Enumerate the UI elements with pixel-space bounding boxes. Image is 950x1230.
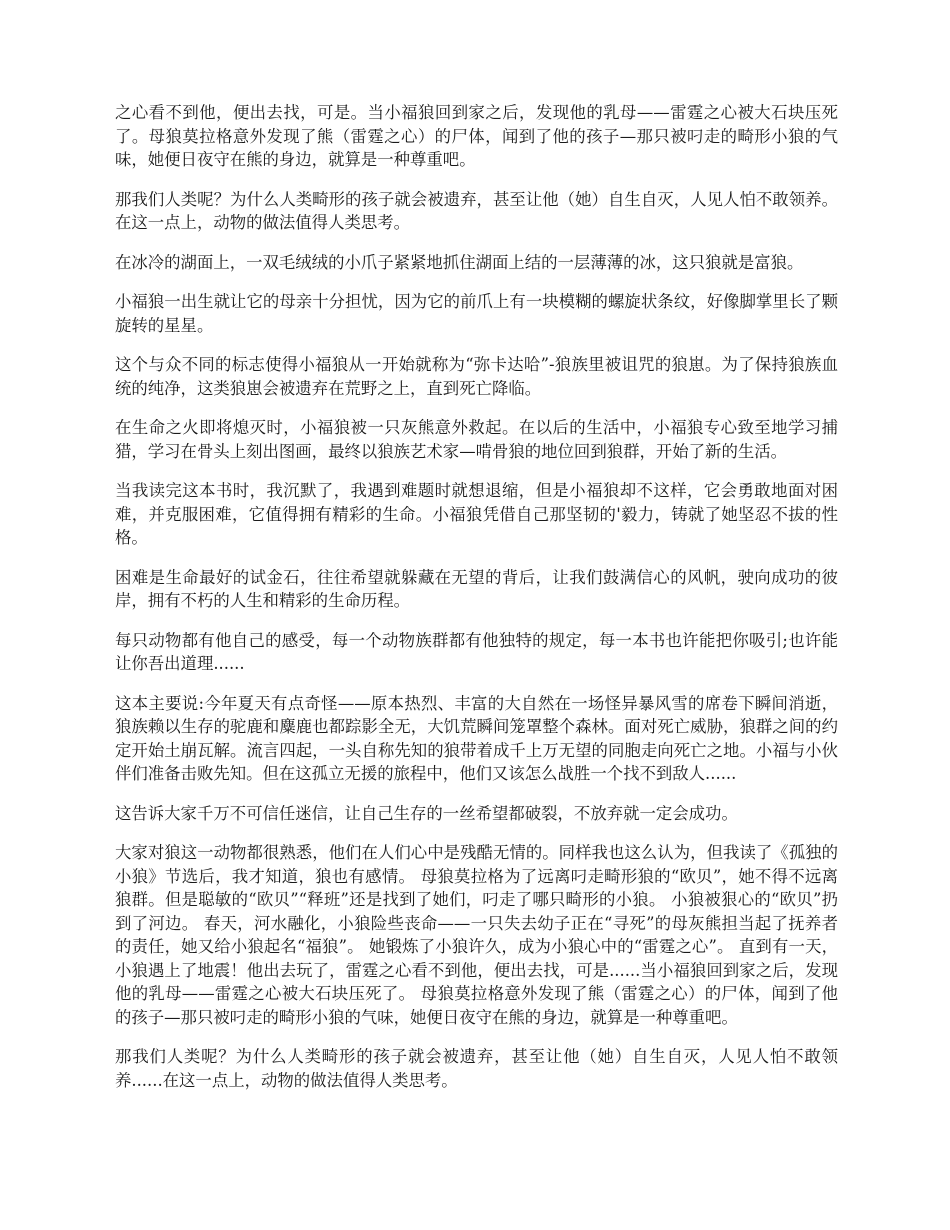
paragraph-6: 在生命之火即将熄灭时，小福狼被一只灰熊意外救起。在以后的生活中，小福狼专心致至地学习捕猎，学习在骨头上刻出图画，最终以狼族艺术家—啃骨狼的地位回到狼群，开始了新的生活。 [115,418,838,461]
paragraph-7: 当我读完这本书时，我沉默了，我遇到难题时就想退缩，但是小福狼却不这样，它会勇敢地面对困难，并克服困难，它值得拥有精彩的生命。小福狼凭借自己那坚韧的'毅力，铸就了她坚忍不拔的性格。 [115,481,838,547]
paragraph-2: 那我们人类呢？为什么人类畸形的孩子就会被遗弃，甚至让他（她）自生自灭，人见人怕不敢领养。在这一点上，动物的做法值得人类思考。 [115,189,838,232]
paragraph-1: 之心看不到他，便出去找，可是。当小福狼回到家之后，发现他的乳母——雷霆之心被大石块压死了。母狼莫拉格意外发现了熊（雷霆之心）的尸体，闻到了他的孩子—那只被叼走的畸形小狼的气味，她便日夜守在熊的身边，就算是一种尊重吧。 [115,103,838,169]
paragraph-10: 这本主要说:今年夏天有点奇怪——原本热烈、丰富的大自然在一场怪异暴风雪的席卷下瞬间消逝，狼族赖以生存的驼鹿和麋鹿也都踪影全无，大饥荒瞬间笼罩整个森林。面对死亡威胁，狼群之间的约定开始土崩瓦解。流言四起，一头自称先知的狼带着成千上万无望的同胞走向死亡之地。小福与小伙伴们准备击败先知。但在这孤立无援的旅程中，他们又该怎么战胜一个找不到敌人...... [115,693,838,783]
paragraph-13: 那我们人类呢？为什么人类畸形的孩子就会被遗弃，甚至让他（她）自生自灭，人见人怕不敢领养......在这一点上，动物的做法值得人类思考。 [115,1047,838,1090]
paragraph-11: 这告诉大家千万不可信任迷信，让自己生存的一丝希望都破裂，不放弃就一定会成功。 [115,803,738,823]
paragraph-12: 大家对狼这一动物都很熟悉，他们在人们心中是残酷无情的。同样我也这么认为，但我读了《孤独的小狼》节选后，我才知道，狼也有感情。 母狼莫拉格为了远离叼走畸形狼的“欧贝”，她不得不远离狼群。但是聪敏的“欧贝”“释班”还是找到了她们，叼走了哪只畸形的小狼。 小狼被狠心的“欧贝”扔到了河边。 春天，河水融化，小狼险些丧命——一只失去幼子正在“寻死”的母灰熊担当起了抚养者的责任，她又给小狼起名“福狼”。 她锻炼了小狼许久，成为小狼心中的“雷霆之心”。 直到有一天，小狼遇上了地震！他出去玩了，雷霆之心看不到他，便出去找，可是......当小福狼回到家之后，发现他的乳母——雷霆之心被大石块压死了。 母狼莫拉格意外发现了熊（雷霆之心）的尸体，闻到了他的孩子—那只被叼走的畸形小狼的气味，她便日夜守在熊的身边，就算是一种尊重吧。 [115,843,838,1027]
paragraph-5: 这个与众不同的标志使得小福狼从一开始就称为“弥卡达哈”-狼族里被诅咒的狼崽。为了保持狼族血统的纯净，这类狼崽会被遗弃在荒野之上，直到死亡降临。 [115,355,838,398]
paragraph-4: 小福狼一出生就让它的母亲十分担忧，因为它的前爪上有一块模糊的螺旋状条纹，好像脚掌里长了颗旋转的星星。 [115,292,838,335]
document-body [115,101,838,1108]
paragraph-9: 每只动物都有他自己的感受，每一个动物族群都有他独特的规定，每一本书也许能把你吸引;也许能让你吾出道理...... [115,630,838,673]
paragraph-8: 困难是生命最好的试金石，往往希望就躲藏在无望的背后，让我们鼓满信心的风帆，驶向成功的彼岸，拥有不朽的人生和精彩的生命历程。 [115,567,838,610]
paragraph-3: 在冰冷的湖面上，一双毛绒绒的小爪子紧紧地抓住湖面上结的一层薄薄的冰，这只狼就是富狼。 [115,252,804,272]
